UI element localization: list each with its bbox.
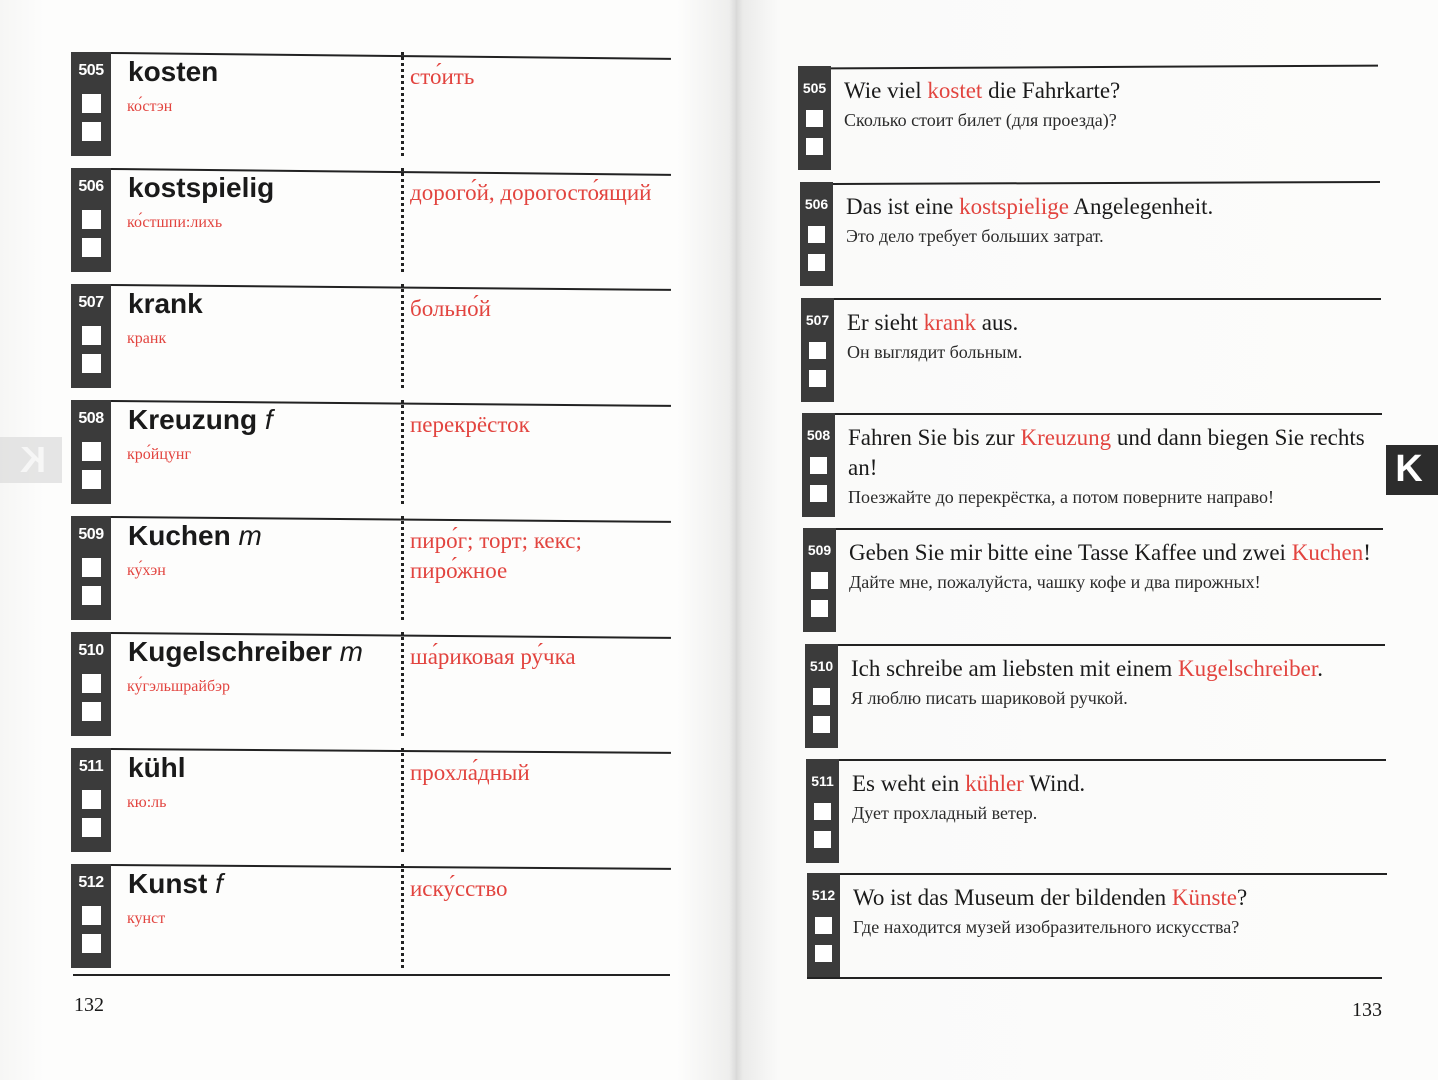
entry-number: 505 <box>78 62 104 79</box>
entry-divider <box>839 759 1386 761</box>
example-sentence: Es weht ein kühler Wind. Дует прохладный ветер. <box>852 769 1387 827</box>
entry-divider <box>836 528 1383 530</box>
gender-marker: m <box>238 520 262 551</box>
checkbox[interactable] <box>811 572 828 589</box>
entry-sidebar <box>803 528 836 632</box>
checkbox[interactable] <box>82 94 101 113</box>
checkbox[interactable] <box>815 917 832 934</box>
entry-divider <box>834 298 1381 300</box>
entry-sidebar <box>71 748 111 852</box>
headword: kostspielig <box>128 172 275 203</box>
entry-sidebar <box>71 168 111 272</box>
book-spine <box>729 0 743 1080</box>
russian-translation: Я люблю писать шариковой ручкой. <box>851 688 1128 708</box>
headword: Kunst f <box>128 868 223 899</box>
entry-sidebar <box>805 644 838 748</box>
russian-translation: Дует прохладный ветер. <box>852 803 1038 823</box>
entry-sidebar <box>71 864 111 968</box>
transliteration: кранк <box>127 330 167 347</box>
checkbox[interactable] <box>814 831 831 848</box>
entry-number: 509 <box>807 542 832 558</box>
entry-number: 505 <box>802 80 827 96</box>
russian-translation: Он выглядит больным. <box>847 342 1023 362</box>
entry-divider <box>831 65 1378 70</box>
headword: kosten <box>128 56 219 87</box>
example-entry-512 <box>807 873 1387 977</box>
checkbox[interactable] <box>810 457 827 474</box>
russian-translation: Сколько стоит билет (для проезда)? <box>844 110 1117 130</box>
dotted-separator <box>401 632 404 736</box>
index-tab-left: K <box>0 437 62 483</box>
russian-translation: Поезжайте до перекрёстка, а потом поверните направо! <box>848 487 1275 507</box>
entry-sidebar <box>807 873 840 977</box>
dotted-separator <box>401 516 404 620</box>
example-entry-506 <box>800 182 1380 286</box>
page-bottom-rule <box>807 977 1382 979</box>
highlighted-word: Kreuzung <box>1020 425 1112 450</box>
checkbox[interactable] <box>808 226 825 243</box>
entry-number: 512 <box>78 874 104 891</box>
entry-number: 506 <box>804 196 829 212</box>
gender-marker: f <box>215 868 223 899</box>
translation: прохла́дный <box>410 760 530 785</box>
checkbox[interactable] <box>82 702 101 721</box>
highlighted-word: kostet <box>927 78 983 103</box>
checkbox[interactable] <box>82 586 101 605</box>
example-entry-505 <box>798 66 1378 170</box>
entry-number: 508 <box>806 427 831 443</box>
example-sentence: Wo ist das Museum der bildenden Künste? Где находится музей изобразительного искусства? <box>853 883 1388 941</box>
entry-sidebar <box>798 66 831 170</box>
entry-sidebar <box>800 182 833 286</box>
translation: сто́ить <box>410 64 475 89</box>
entry-divider <box>833 181 1380 185</box>
headword: Kuchen m <box>128 520 262 551</box>
example-entry-508 <box>802 413 1382 517</box>
dotted-separator <box>401 168 404 272</box>
highlighted-word: Kuchen <box>1291 540 1364 565</box>
checkbox[interactable] <box>82 210 101 229</box>
page-bottom-rule <box>73 974 670 976</box>
entry-number: 507 <box>78 294 104 311</box>
checkbox[interactable] <box>808 254 825 271</box>
entry-number: 512 <box>811 887 836 903</box>
gender-marker: m <box>339 636 363 667</box>
checkbox[interactable] <box>82 818 101 837</box>
checkbox[interactable] <box>813 716 830 733</box>
entry-sidebar <box>71 284 111 388</box>
vocab-entry-510 <box>71 632 671 736</box>
example-sentence: Das ist eine kostspielige Angelegenheit. Это дело требует больших затрат. <box>846 192 1381 250</box>
dotted-separator <box>401 748 404 852</box>
entry-divider <box>111 748 671 754</box>
headword: krank <box>128 288 203 319</box>
gender-marker: f <box>264 404 273 435</box>
dotted-separator <box>401 52 404 156</box>
checkbox[interactable] <box>82 906 101 925</box>
example-entry-511 <box>806 759 1386 863</box>
checkbox[interactable] <box>806 138 823 155</box>
transliteration: кро́йцунг <box>127 446 192 463</box>
index-tab-right: K <box>1386 445 1438 495</box>
example-entry-509 <box>803 528 1383 632</box>
entry-number: 508 <box>78 410 104 427</box>
entry-divider <box>840 873 1387 875</box>
example-entry-510 <box>805 644 1385 748</box>
translation: дорого́й, дорогосто́ящий <box>410 180 652 205</box>
entry-number: 509 <box>78 526 104 543</box>
entry-sidebar <box>71 52 111 156</box>
transliteration: ку́гэльшрайбэр <box>127 678 230 695</box>
entry-sidebar <box>71 516 111 620</box>
transliteration: ко́стшпи:лихь <box>127 214 223 231</box>
checkbox[interactable] <box>813 688 830 705</box>
russian-translation: Это дело требует больших затрат. <box>846 226 1104 246</box>
translation: иску́сство <box>410 876 508 901</box>
translation: пиро́г; торт; кекс; пиро́жное <box>410 528 582 583</box>
example-sentence: Ich schreibe am liebsten mit einem Kugelschreiber. Я люблю писать шариковой ручкой. <box>851 654 1386 712</box>
example-sentence: Wie viel kostet die Fahrkarte? Сколько стоит билет (для проезда)? <box>844 76 1379 134</box>
example-sentence: Geben Sie mir bitte eine Tasse Kaffee und zwei Kuchen! Дайте мне, пожалуйста, чашку кофе и два пирожных! <box>849 538 1384 596</box>
checkbox[interactable] <box>82 558 101 577</box>
vocab-entry-507 <box>71 284 671 388</box>
entry-divider <box>838 644 1385 646</box>
entry-number: 510 <box>78 642 104 659</box>
russian-translation: Дайте мне, пожалуйста, чашку кофе и два пирожных! <box>849 572 1261 592</box>
translation: ша́риковая ру́чка <box>410 644 576 669</box>
entry-number: 511 <box>811 773 834 789</box>
transliteration: кунст <box>127 910 166 927</box>
checkbox[interactable] <box>82 674 101 693</box>
checkbox[interactable] <box>815 945 832 962</box>
example-sentence: Er sieht krank aus. Он выглядит больным. <box>847 308 1382 366</box>
russian-translation: Где находится музей изобразительного искусства? <box>853 917 1240 937</box>
entry-sidebar <box>806 759 839 863</box>
checkbox[interactable] <box>82 326 101 345</box>
entry-sidebar <box>71 632 111 736</box>
vocab-entry-511 <box>71 748 671 852</box>
page-number-right: 133 <box>1352 999 1382 1021</box>
entry-number: 506 <box>78 178 104 195</box>
transliteration: кю:ль <box>127 794 167 811</box>
dotted-separator <box>401 400 404 504</box>
highlighted-word: Kugelschreiber <box>1178 656 1318 681</box>
vocab-entry-508 <box>71 400 671 504</box>
highlighted-word: Künste <box>1171 885 1237 910</box>
headword: Kugelschreiber m <box>128 636 363 667</box>
highlighted-word: kostspielige <box>959 194 1069 219</box>
vocab-entry-512 <box>71 864 671 968</box>
highlighted-word: krank <box>923 310 977 335</box>
headword: kühl <box>128 752 186 783</box>
entry-number: 510 <box>809 658 834 674</box>
transliteration: ку́хэн <box>127 562 166 579</box>
translation: больно́й <box>410 296 491 321</box>
checkbox[interactable] <box>809 342 826 359</box>
checkbox[interactable] <box>82 238 101 257</box>
checkbox[interactable] <box>810 485 827 502</box>
checkbox[interactable] <box>82 470 101 489</box>
dotted-separator <box>401 864 404 968</box>
headword: Kreuzung f <box>128 404 273 435</box>
entry-divider <box>835 413 1382 415</box>
checkbox[interactable] <box>811 600 828 617</box>
checkbox[interactable] <box>82 442 101 461</box>
entry-sidebar <box>801 298 834 402</box>
vocab-entry-506 <box>71 168 671 272</box>
example-entry-507 <box>801 298 1381 402</box>
entry-sidebar <box>71 400 111 504</box>
entry-number: 511 <box>78 758 104 775</box>
checkbox[interactable] <box>809 370 826 387</box>
checkbox[interactable] <box>82 122 101 141</box>
checkbox[interactable] <box>806 110 823 127</box>
entry-number: 507 <box>805 312 830 328</box>
transliteration: ко́стэн <box>127 98 173 115</box>
vocab-entry-505 <box>71 52 671 156</box>
dotted-separator <box>401 284 404 388</box>
example-sentence: Fahren Sie bis zur Kreuzung und dann biegen Sie rechts an! Поезжайте до перекрёстка, а потом поверните направо! <box>848 423 1383 511</box>
entry-sidebar <box>802 413 835 517</box>
checkbox[interactable] <box>82 354 101 373</box>
translation: перекрёсток <box>410 412 530 437</box>
checkbox[interactable] <box>814 803 831 820</box>
highlighted-word: kühler <box>965 771 1024 796</box>
checkbox[interactable] <box>82 934 101 953</box>
checkbox[interactable] <box>82 790 101 809</box>
vocab-entry-509 <box>71 516 671 620</box>
page-number-left: 132 <box>74 994 104 1016</box>
